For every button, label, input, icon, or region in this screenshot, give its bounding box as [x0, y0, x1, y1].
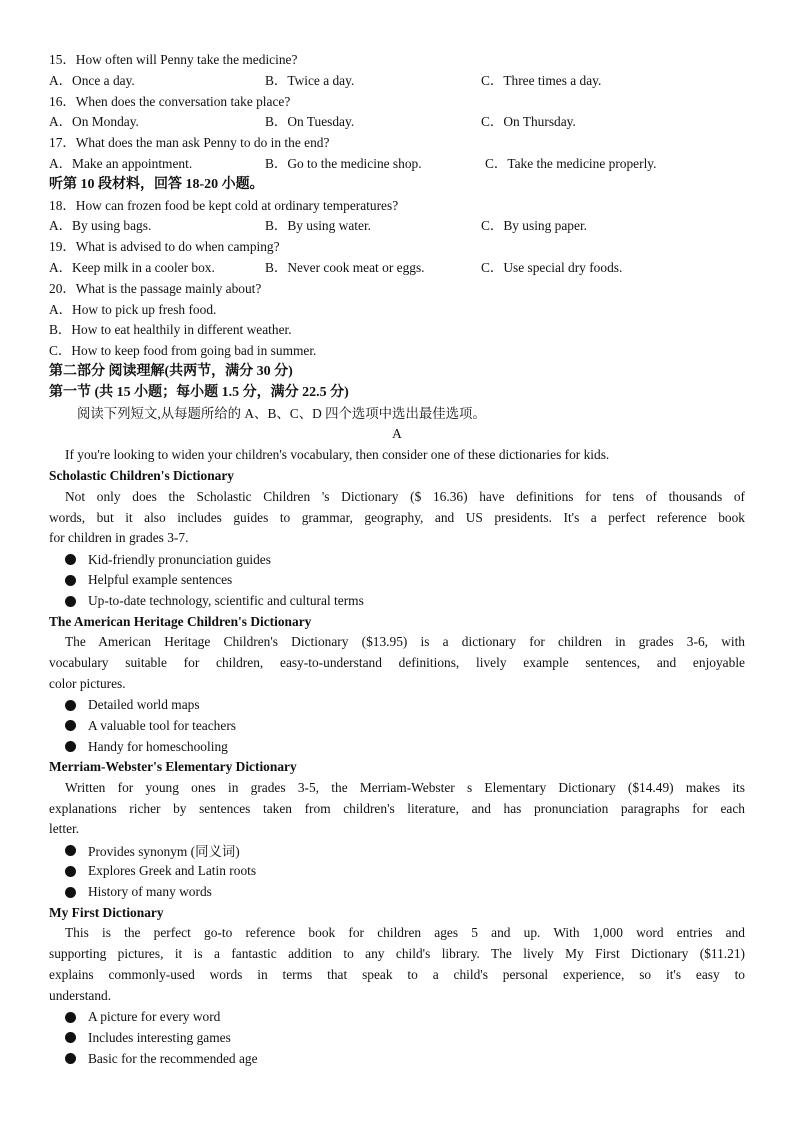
question-17 [49, 133, 745, 175]
option-c: C．Use special dry foods. [481, 259, 623, 275]
bullet-item [49, 549, 745, 570]
bullet-item [49, 591, 745, 612]
question-text: 19．What is advised to do when camping? [49, 239, 280, 255]
options-row [49, 71, 745, 92]
exam-page [49, 50, 745, 1069]
option-b: B．How to eat healthily in different weather. [49, 322, 292, 338]
option-b: B．Go to the medicine shop. [265, 155, 422, 171]
bullet-text: A valuable tool for teachers [88, 717, 236, 733]
dictionary-text-line: explanations richer by sentences taken from children's literature, and has pronunciation paragraphs for each [49, 800, 745, 816]
dictionary-text-line: Not only does the Scholastic Children 's Dictionary ($ 16.36) have definitions for tens of thousands of [65, 488, 745, 504]
question-text: 20．What is the passage mainly about? [49, 280, 262, 296]
question-20 [49, 279, 745, 362]
option-b: B．Twice a day. [265, 72, 355, 88]
option-a: A．On Monday. [49, 114, 139, 130]
dictionary-american-heritage [49, 612, 745, 758]
bullet-text: History of many words [88, 884, 212, 900]
question-text: 18．How can frozen food be kept cold at ordinary temperatures? [49, 197, 399, 213]
option-a: A．Keep milk in a cooler box. [49, 259, 215, 275]
question-18 [49, 196, 745, 238]
bullet-text: Includes interesting games [88, 1029, 231, 1045]
bullet-item [49, 1027, 745, 1048]
options-row [49, 154, 745, 175]
option-a: A．By using bags. [49, 218, 152, 234]
passage-letter: A [392, 426, 402, 442]
option-c: C．Take the medicine properly. [485, 155, 657, 171]
option-b: B．By using water. [265, 218, 372, 234]
bullet-dot-icon [65, 720, 76, 731]
bullet-item [49, 840, 745, 861]
question-16 [49, 92, 745, 134]
option-c: C．Three times a day. [481, 72, 602, 88]
dictionary-text-line: words, but it also includes guides to grammar, geography, and US presidents. It's a perfect reference book [49, 509, 745, 525]
bullet-item [49, 716, 745, 737]
dictionary-text-line: This is the perfect go-to reference book for children ages 5 and up. With 1,000 word entries and [65, 925, 745, 941]
bullet-text: A picture for every word [88, 1009, 221, 1025]
options-row [49, 258, 745, 279]
bullet-dot-icon [65, 1012, 76, 1023]
bullet-dot-icon [65, 575, 76, 586]
bullet-dot-icon [65, 1032, 76, 1043]
option-c: C．By using paper. [481, 218, 588, 234]
dictionary-text-line: The American Heritage Children's Dictionary ($13.95) is a dictionary for children in grades 3-6, with [65, 634, 745, 650]
bullet-dot-icon [65, 554, 76, 565]
option-b: B．Never cook meat or eggs. [265, 259, 425, 275]
bullet-dot-icon [65, 866, 76, 877]
bullet-item [49, 736, 745, 757]
bullet-dot-icon [65, 1053, 76, 1064]
bullet-dot-icon [65, 741, 76, 752]
bullet-text: Kid-friendly pronunciation guides [88, 551, 271, 567]
passage-intro: If you're looking to widen your children's vocabulary, then consider one of these dictionaries for kids. [65, 447, 610, 463]
bullet-item [49, 882, 745, 903]
option-c: C．On Thursday. [481, 114, 576, 130]
section-1-heading: 第一节 (共 15 小题；每小题 1.5 分，满分 22.5 分) [49, 384, 349, 400]
option-b: B．On Tuesday. [265, 114, 355, 130]
question-text: 15．How often will Penny take the medicine? [49, 52, 298, 67]
bullet-text: Up-to-date technology, scientific and cultural terms [88, 593, 364, 609]
dictionary-text-line: for children in grades 3-7. [49, 530, 189, 546]
dictionary-scholastic [49, 466, 745, 612]
bullet-text: Provides synonym (同义词) [88, 844, 240, 860]
dictionary-text-line: explains commonly-used words in terms that speak to a child's personal experience, so it's easy to [49, 967, 745, 983]
section-10-heading: 听第 10 段材料，回答 18-20 小题。 [49, 176, 264, 192]
option-a: A．How to pick up fresh food. [49, 301, 217, 317]
bullet-item [49, 861, 745, 882]
bullet-dot-icon [65, 887, 76, 898]
bullet-text: Explores Greek and Latin roots [88, 863, 257, 879]
dictionary-title: Merriam-Webster's Elementary Dictionary [49, 759, 297, 775]
question-15 [49, 50, 745, 92]
bullet-item [49, 1048, 745, 1069]
instruction: 阅读下列短文,从每题所给的 A、B、C、D 四个选项中选出最佳选项。 [77, 405, 486, 421]
dictionary-title: My First Dictionary [49, 904, 164, 920]
dictionary-merriam-webster [49, 757, 745, 903]
option-c: C．How to keep food from going bad in summer. [49, 343, 317, 359]
option-a: A．Make an appointment. [49, 155, 193, 171]
options-row [49, 216, 745, 237]
question-text: 17．What does the man ask Penny to do in the end? [49, 135, 330, 151]
bullet-text: Basic for the recommended age [88, 1050, 258, 1066]
bullet-item [49, 695, 745, 716]
options-row [49, 112, 745, 133]
option-a: A．Once a day. [49, 72, 135, 88]
question-19 [49, 237, 745, 279]
dictionary-text-line: understand. [49, 987, 112, 1003]
question-text: 16．When does the conversation take place? [49, 93, 291, 109]
dictionary-text-line: color pictures. [49, 675, 126, 691]
dictionary-text-line: Written for young ones in grades 3-5, the Merriam-Webster s Elementary Dictionary ($14.49) makes its [65, 779, 745, 795]
bullet-text: Detailed world maps [88, 697, 200, 713]
dictionary-title: Scholastic Children's Dictionary [49, 467, 234, 483]
dictionary-text-line: letter. [49, 821, 80, 837]
dictionary-text-line: vocabulary suitable for children, easy-to-understand definitions, lively example sentences, and enjoyable [49, 655, 745, 671]
bullet-item [49, 1007, 745, 1028]
bullet-dot-icon [65, 700, 76, 711]
bullet-text: Handy for homeschooling [88, 738, 228, 754]
bullet-dot-icon [65, 845, 76, 856]
dictionary-text-line: supporting pictures, it is a fantastic addition to any child's library. The lively My First Dictionary ($11.21) [49, 946, 745, 962]
bullet-item [49, 570, 745, 591]
bullet-text: Helpful example sentences [88, 572, 233, 588]
bullet-dot-icon [65, 596, 76, 607]
part-2-heading: 第二部分 阅读理解(共两节，满分 30 分) [49, 363, 293, 379]
dictionary-title: The American Heritage Children's Dictionary [49, 613, 312, 629]
dictionary-my-first [49, 903, 745, 1069]
